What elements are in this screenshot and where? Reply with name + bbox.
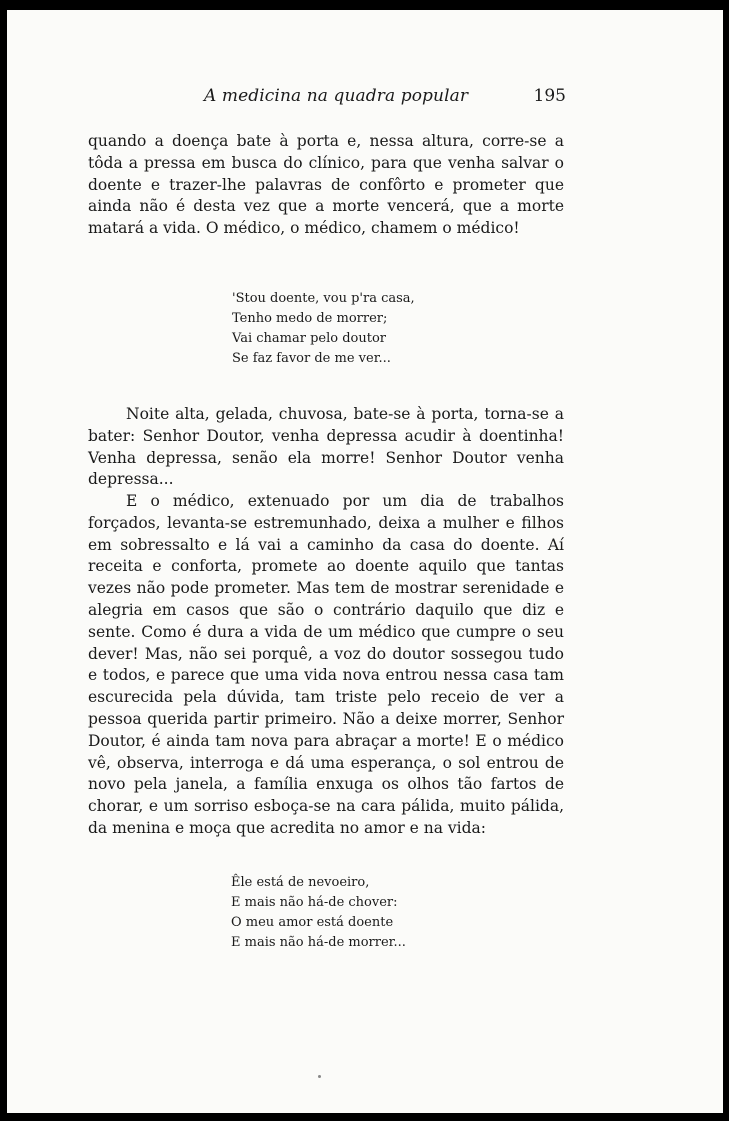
running-title: A medicina na quadra popular <box>204 86 469 106</box>
paragraph-3: E o médico, extenuado por um dia de trabalhos forçados, levanta-se estremunhado, deixa a mulher e filhos em sobressalto e lá vai a caminho da casa do doente. Aí receita e conforta, promete ao doente aquilo que tantas vezes não pode prometer. Mas tem de mostrar serenidade e alegria em casos que são o contrário daquilo que diz e sente. Como é dura a vida de um médico que cumpre o seu dever! Mas, não sei porquê, a voz do doutor sossegou tudo e todos, e parece que uma vida nova entrou nessa casa tam escurecida pela dúvida, tam triste pelo receio de ver a pessoa querida partir primeiro. Não a deixe morrer, Senhor Doutor, é ainda tam nova para abraçar a morte! E o médico vê, observa, interroga e dá uma esperança, o sol entrou de novo pela janela, a família enxuga os olhos tão fartos de chorar, e um sorriso esboça-se na cara pálida, muito pálida, da menina e moça que acredita no amor e na vida: <box>88 492 564 837</box>
verse-line: Vai chamar pelo doutor <box>232 331 386 346</box>
page-number: 195 <box>533 86 566 106</box>
verse-stanza-2 <box>231 873 406 953</box>
verse-line: E mais não há-de chover: <box>231 895 398 910</box>
verse-line: Se faz favor de me ver... <box>232 351 391 366</box>
page-header <box>92 86 566 110</box>
verse-line: O meu amor está doente <box>231 915 394 930</box>
verse-line: E mais não há-de morrer... <box>231 935 406 950</box>
verse-line: 'Stou doente, vou p'ra casa, <box>232 291 415 306</box>
paragraph-2: Noite alta, gelada, chuvosa, bate-se à porta, torna-se a bater: Senhor Doutor, venha depressa acudir à doentinha! Venha depressa, senão ela morre! Senhor Doutor venha depressa... <box>88 405 564 489</box>
verse-line: Êle está de nevoeiro, <box>231 875 370 890</box>
verse-line: Tenho medo de morrer; <box>232 311 388 326</box>
paper-speck <box>318 1075 321 1078</box>
paragraph-1: quando a doença bate à porta e, nessa altura, corre-se a tôda a pressa em busca do clínico, para que venha salvar o doente e trazer-lhe palavras de confôrto e prometer que ainda não é desta vez que a morte vencerá, que a morte matará a vida. O médico, o médico, chamem o médico! <box>88 132 564 238</box>
verse-stanza-1 <box>232 289 415 369</box>
